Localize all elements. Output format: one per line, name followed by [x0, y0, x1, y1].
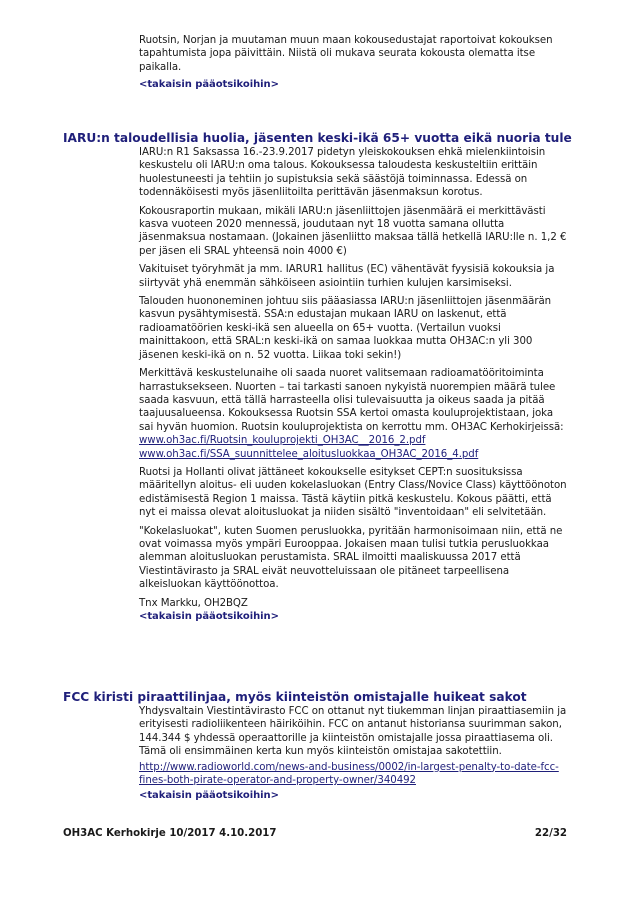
article-1-paragraph: Kokousraportin mukaan, mikäli IARU:n jäsenliittojen jäsenmäärä ei merkittävästi kasva vuoteen 2020 mennessä, joudutaan nyt 18 vuotta samana ollutta jäsenmaksua nostamaan. (Jokainen jäsenliitto maksaa tällä hetkellä IARU:lle n. 1,2 € per jäsen eli SRAL yhteensä noin 4000 €): [139, 205, 567, 257]
radioworld-article-link[interactable]: http://www.radioworld.com/news-and-business/0002/in-largest-penalty-to-date-fcc-fines-both-pirate-operator-and-property-owner/340492: [139, 761, 559, 787]
article-1-paragraph: Merkittävä keskustelunaihe oli saada nuoret valitsemaan radioamatööritoiminta harrastuksekseen. Nuorten – tai tarkasti sanoen nykyistä nuorempien määrä tulee saada kasvuun, että tällä harrasteella olisi tulevaisuutta ja oikeus saada ja pitää taajuusalueensa. Kokouksessa Ruotsin SSA kertoi omasta kouluprojektistaan, joka sai hyvän huomion. Ruotsin kouluprojektista on kerrottu mm. OH3AC Kerhokirjeissä:: [139, 368, 564, 433]
article-1-paragraph: Talouden huononeminen johtuu siis pääasiassa IARU:n jäsenliittojen jäsenmäärän kasvun pysähtymisestä. SSA:n edustajan mukaan IARU on laskenut, että radioamatöörien keski-ikä sen alueella on 65+ vuotta. (Vertailun vuoksi mainittakoon, että SRAL:n keski-ikä on samaa luokkaa mutta OH3AC:n yli 300 jäsenen keski-ikä on n. 52 vuotta. Liikaa toki sekin!): [139, 296, 552, 361]
link-line: [139, 448, 567, 461]
article-1-signature: Tnx Markku, OH2BQZ: [139, 597, 248, 609]
link-line: [139, 761, 567, 788]
article-1-paragraph: Vakituiset työryhmät ja mm. IARUR1 hallitus (EC) vähentävät fyysisiä kokouksia ja siirtyvät yhä enemmän sähköiseen asiointiin turhien kulujen karsimiseksi.: [139, 264, 555, 289]
article-2-paragraph: Yhdysvaltain Viestintävirasto FCC on ottanut nyt tiukemman linjan piraattiasemiin ja erityisesti radioliikenteen häiriköihin. FCC on antanut historiansa suurimman sakon, 144.344 $ yhdessä operaattorille ja kiinteistön omistajalle jossa piraattiasema oli. Tämä oli ensimmäinen kerta kun myös kiinteistön omistajaa sakotettiin.: [139, 706, 567, 758]
ssa-novice-class-pdf-link[interactable]: www.oh3ac.fi/SSA_suunnittelee_aloitusluokkaa_OH3AC_2016_4.pdf: [139, 448, 479, 460]
intro-section: [139, 34, 567, 92]
back-to-headlines-link[interactable]: <takaisin pääotsikoihin>: [139, 79, 279, 91]
intro-paragraph: Ruotsin, Norjan ja muutaman muun maan kokousedustajat raportoivat kokouksen tapahtumista jopa päivittäin. Niistä oli mukava seurata kokousta olematta itse paikalla.: [139, 35, 553, 73]
school-project-pdf-link[interactable]: www.oh3ac.fi/Ruotsin_kouluprojekti_OH3AC__2016_2.pdf: [139, 435, 426, 447]
article-1-heading: IARU:n taloudellisia huolia, jäsenten keski-ikä 65+ vuotta eikä nuoria tule: [63, 131, 572, 145]
back-to-headlines-link[interactable]: <takaisin pääotsikoihin>: [139, 611, 279, 622]
article-1-paragraph: Ruotsi ja Hollanti olivat jättäneet kokoukselle esitykset CEPT:n suosituksissa määritellyn aloitus- eli uuden kokelasluokan (Entry Class/Novice Class) käyttöönoton edistämisestä Region 1 maissa. Tästä käytiin pitkä keskustelu. Kokous päätti, että nyt ei maissa olevat aloitusluokat ja niiden sisältö "inventoidaan" eli selvitetään.: [139, 466, 567, 519]
article-1-body: [139, 146, 567, 624]
page-number: 22/32: [534, 828, 567, 839]
link-line: [139, 434, 567, 447]
footer-newsletter-issue: OH3AC Kerhokirje 10/2017 4.10.2017: [63, 828, 277, 839]
article-2-body: [139, 705, 567, 803]
article-1-paragraph: IARU:n R1 Saksassa 16.-23.9.2017 pidetyn yleiskokouksen ehkä mielenkiintoisin keskustelu oli IARU:n oma talous. Kokouksessa taloudesta keskusteltiin erittäin huolestuneesti ja tehtiin jo supistuksia sekä säästöjä toiminnassa. Edessä on todennäköisesti myös jäsenliitoilta perittävän jäsenmaksun korotus.: [139, 147, 546, 199]
article-2-heading: FCC kiristi piraattilinjaa, myös kiinteistön omistajalle huikeat sakot: [63, 690, 527, 704]
back-to-headlines-link[interactable]: <takaisin pääotsikoihin>: [139, 790, 279, 802]
article-1-paragraph: "Kokelasluokat", kuten Suomen perusluokka, pyritään harmonisoimaan niin, että ne ovat voimassa myös ympäri Eurooppaa. Jokaisen maan tulisi tutkia perusluokkaa alemman aloitusluokan perustamista. SRAL ilmoitti maaliskuussa 2017 että Viestintävirasto ja SRAL eivät neuvotteluissaan ole pitäneet tarpeellisena alkeisluokan käyttöönottoa.: [139, 525, 563, 591]
page-footer: [63, 828, 567, 839]
